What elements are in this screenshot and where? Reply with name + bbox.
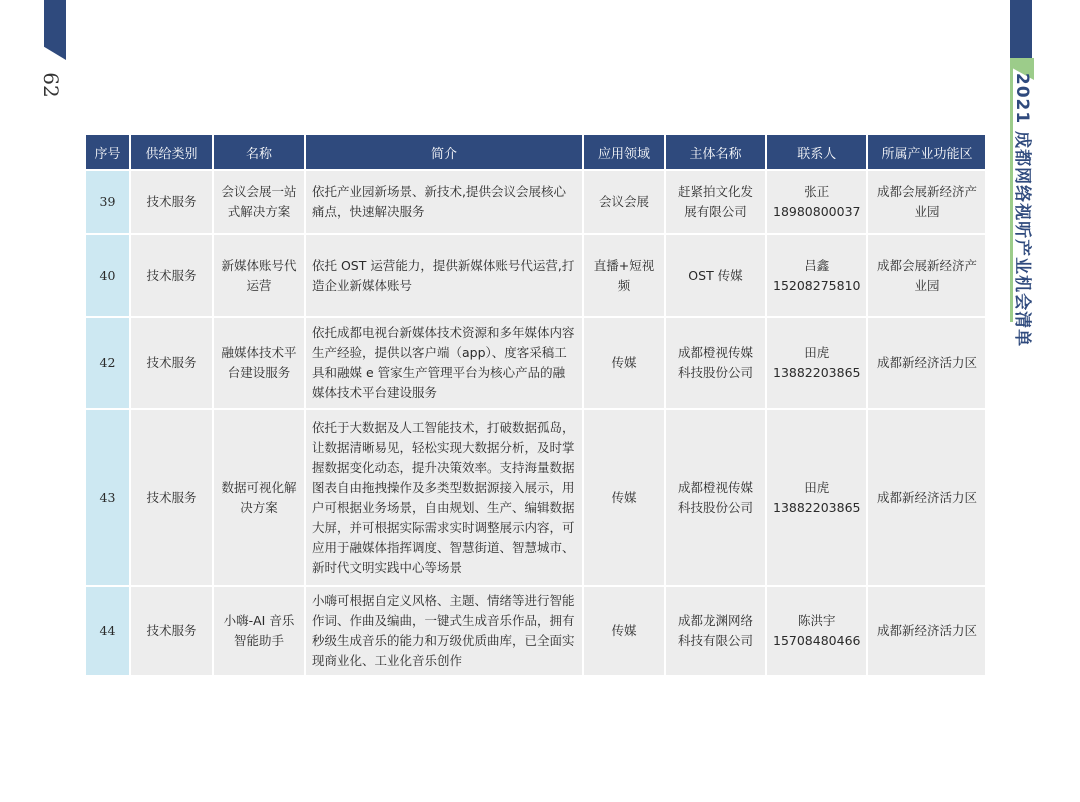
contact-phone: 13882203865: [773, 365, 861, 380]
header-type: 供给类别: [131, 135, 212, 169]
row-field: 传媒: [584, 410, 664, 585]
row-index: 44: [86, 587, 129, 675]
contact-person: 田虎: [804, 345, 830, 360]
row-name: 会议会展一站式解决方案: [214, 171, 304, 233]
row-zone: 成都新经济活力区: [868, 587, 985, 675]
contact-phone: 15708480466: [773, 633, 861, 648]
row-type: 技术服务: [131, 318, 212, 408]
row-index: 42: [86, 318, 129, 408]
opportunity-table: [84, 133, 987, 677]
row-contact: [767, 171, 866, 233]
row-type: 技术服务: [131, 410, 212, 585]
row-zone: 成都会展新经济产业园: [868, 171, 985, 233]
contact-phone: 18980800037: [773, 204, 861, 219]
row-field: 传媒: [584, 587, 664, 675]
row-contact: [767, 587, 866, 675]
header-index: 序号: [86, 135, 129, 169]
header-contact: 联系人: [767, 135, 866, 169]
row-contact: [767, 318, 866, 408]
row-org: 赶紧拍文化发展有限公司: [666, 171, 765, 233]
contact-phone: 13882203865: [773, 499, 861, 515]
row-index: 39: [86, 171, 129, 233]
row-zone: 成都会展新经济产业园: [868, 235, 985, 316]
row-contact: [767, 235, 866, 316]
row-intro: 依托于大数据及人工智能技术，打破数据孤岛，让数据清晰易见，轻松实现大数据分析，及时掌握数据变化动态，提升决策效率。支持海量数据图表自由拖拽操作及多类型数据源接入展示，用户可根据业务场景，自由规划、生产、编辑数据大屏，并可根据实际需求实时调整展示内容，可应用于融媒体指挥调度、智慧街道、智慧城市、新时代文明实践中心等场景: [306, 410, 582, 585]
header-name: 名称: [214, 135, 304, 169]
row-index: 43: [86, 410, 129, 585]
row-intro: 小嗨可根据自定义风格、主题、情绪等进行智能作词、作曲及编曲，一键式生成音乐作品，拥有秒级生成音乐的能力和万级优质曲库，已全面实现商业化、工业化音乐创作: [306, 587, 582, 675]
row-index: 40: [86, 235, 129, 316]
table-row: [86, 171, 985, 233]
row-field: 会议会展: [584, 171, 664, 233]
contact-person: 田虎: [804, 479, 830, 495]
row-name: 小嗨-AI 音乐智能助手: [214, 587, 304, 675]
table-header-row: [86, 135, 985, 169]
row-field: 传媒: [584, 318, 664, 408]
table-row: [86, 318, 985, 408]
row-zone: 成都新经济活力区: [868, 318, 985, 408]
table-row: [86, 235, 985, 316]
header-org: 主体名称: [666, 135, 765, 169]
row-org: 成都橙视传媒科技股份公司: [666, 410, 765, 585]
row-org: OST 传媒: [666, 235, 765, 316]
header-intro: 简介: [306, 135, 582, 169]
table-row: [86, 587, 985, 675]
table-row: [86, 410, 985, 585]
row-intro: 依托 OST 运营能力，提供新媒体账号代运营,打造企业新媒体账号: [306, 235, 582, 316]
row-contact: [767, 410, 866, 585]
contact-person: 张正: [804, 184, 830, 199]
row-name: 新媒体账号代运营: [214, 235, 304, 316]
row-type: 技术服务: [131, 171, 212, 233]
page-number: 62: [39, 72, 63, 98]
row-intro: 依托成都电视台新媒体技术资源和多年媒体内容生产经验，提供以客户端（app）、度客采稿工具和融媒 e 管家生产管理平台为核心产品的融媒体技术平台建设服务: [306, 318, 582, 408]
row-field: 直播+短视频: [584, 235, 664, 316]
header-zone: 所属产业功能区: [868, 135, 985, 169]
row-org: 成都橙视传媒科技股份公司: [666, 318, 765, 408]
side-title: 2021 成都网络视听产业机会清单: [1012, 72, 1032, 348]
row-name: 数据可视化解决方案: [214, 410, 304, 585]
contact-person: 陈洪宇: [797, 613, 836, 628]
right-navy-strip: [1010, 0, 1032, 58]
row-type: 技术服务: [131, 587, 212, 675]
header-field: 应用领域: [584, 135, 664, 169]
row-name: 融媒体技术平台建设服务: [214, 318, 304, 408]
contact-person: 吕鑫: [804, 257, 830, 273]
row-intro: 依托产业园新场景、新技术,提供会议会展核心痛点，快速解决服务: [306, 171, 582, 233]
left-corner-tab: [44, 0, 66, 60]
row-zone: 成都新经济活力区: [868, 410, 985, 585]
row-org: 成都龙渊网络科技有限公司: [666, 587, 765, 675]
row-type: 技术服务: [131, 235, 212, 316]
contact-phone: 15208275810: [773, 277, 861, 293]
